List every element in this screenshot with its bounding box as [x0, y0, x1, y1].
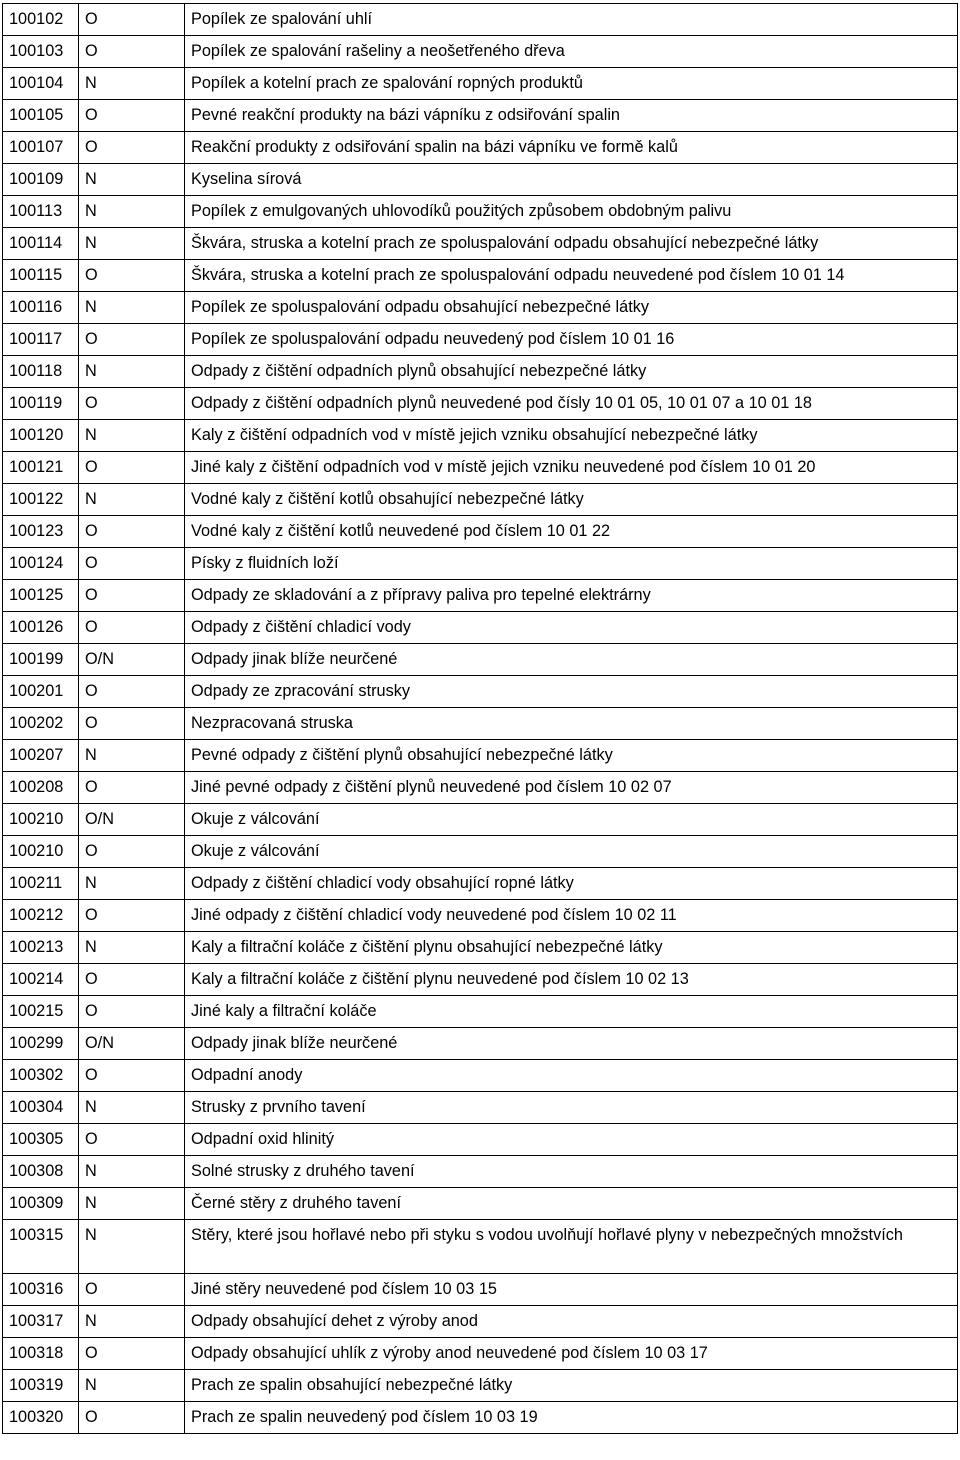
waste-description-cell: Odpadní oxid hlinitý — [185, 1124, 958, 1156]
waste-category-cell: O — [79, 4, 185, 36]
waste-code-cell: 100123 — [3, 516, 79, 548]
waste-description-cell: Jiné kaly z čištění odpadních vod v místě jejich vzniku neuvedené pod číslem 10 01 20 — [185, 452, 958, 484]
waste-description-cell: Strusky z prvního tavení — [185, 1092, 958, 1124]
waste-description-cell: Vodné kaly z čištění kotlů obsahující nebezpečné látky — [185, 484, 958, 516]
waste-category-cell: O — [79, 516, 185, 548]
waste-code-cell: 100214 — [3, 964, 79, 996]
waste-description-cell: Škvára, struska a kotelní prach ze spoluspalování odpadu obsahující nebezpečné látky — [185, 228, 958, 260]
table-row — [3, 452, 958, 484]
waste-description-cell: Okuje z válcování — [185, 836, 958, 868]
waste-description-cell: Jiné odpady z čištění chladicí vody neuvedené pod číslem 10 02 11 — [185, 900, 958, 932]
waste-code-cell: 100207 — [3, 740, 79, 772]
table-row — [3, 996, 958, 1028]
waste-category-cell: O — [79, 772, 185, 804]
waste-category-cell: N — [79, 868, 185, 900]
waste-description-cell: Odpady obsahující uhlík z výroby anod neuvedené pod číslem 10 03 17 — [185, 1338, 958, 1370]
table-row — [3, 324, 958, 356]
waste-code-cell: 100115 — [3, 260, 79, 292]
waste-code-cell: 100107 — [3, 132, 79, 164]
waste-category-cell: N — [79, 420, 185, 452]
table-row — [3, 1188, 958, 1220]
waste-code-cell: 100124 — [3, 548, 79, 580]
waste-category-cell: N — [79, 1370, 185, 1402]
waste-description-cell: Odpady z čištění odpadních plynů obsahující nebezpečné látky — [185, 356, 958, 388]
waste-code-cell: 100122 — [3, 484, 79, 516]
waste-category-cell: N — [79, 356, 185, 388]
table-row — [3, 772, 958, 804]
table-row — [3, 676, 958, 708]
waste-category-cell: O — [79, 1274, 185, 1306]
waste-code-cell: 100210 — [3, 804, 79, 836]
waste-description-cell: Popílek a kotelní prach ze spalování ropných produktů — [185, 68, 958, 100]
waste-table-body — [3, 4, 958, 1434]
waste-code-cell: 100320 — [3, 1402, 79, 1434]
waste-category-cell: O — [79, 1338, 185, 1370]
waste-code-cell: 100126 — [3, 612, 79, 644]
waste-category-cell: O — [79, 324, 185, 356]
waste-code-cell: 100318 — [3, 1338, 79, 1370]
waste-description-cell: Odpady z čištění chladicí vody — [185, 612, 958, 644]
waste-category-cell: O — [79, 1402, 185, 1434]
table-row — [3, 804, 958, 836]
table-row — [3, 868, 958, 900]
waste-category-cell: O/N — [79, 644, 185, 676]
table-row — [3, 228, 958, 260]
waste-category-cell: O — [79, 708, 185, 740]
table-row — [3, 580, 958, 612]
table-row — [3, 484, 958, 516]
table-row — [3, 196, 958, 228]
waste-description-cell: Jiné stěry neuvedené pod číslem 10 03 15 — [185, 1274, 958, 1306]
table-row — [3, 1156, 958, 1188]
waste-category-cell: O — [79, 1060, 185, 1092]
waste-code-cell: 100103 — [3, 36, 79, 68]
waste-code-cell: 100113 — [3, 196, 79, 228]
waste-category-cell: O — [79, 964, 185, 996]
waste-category-cell: N — [79, 1306, 185, 1338]
table-row — [3, 548, 958, 580]
waste-description-cell: Popílek ze spalování rašeliny a neošetřeného dřeva — [185, 36, 958, 68]
waste-description-cell: Odpady jinak blíže neurčené — [185, 644, 958, 676]
waste-description-cell: Kyselina sírová — [185, 164, 958, 196]
table-row — [3, 132, 958, 164]
waste-description-cell: Prach ze spalin obsahující nebezpečné látky — [185, 1370, 958, 1402]
waste-code-cell: 100117 — [3, 324, 79, 356]
waste-code-cell: 100114 — [3, 228, 79, 260]
waste-code-cell: 100304 — [3, 1092, 79, 1124]
table-row — [3, 1402, 958, 1434]
waste-description-cell: Odpady ze zpracování strusky — [185, 676, 958, 708]
waste-category-cell: N — [79, 228, 185, 260]
waste-description-cell: Popílek z emulgovaných uhlovodíků použitých způsobem obdobným palivu — [185, 196, 958, 228]
waste-description-cell: Kaly a filtrační koláče z čištění plynu obsahující nebezpečné látky — [185, 932, 958, 964]
waste-description-cell: Reakční produkty z odsiřování spalin na bázi vápníku ve formě kalů — [185, 132, 958, 164]
waste-category-cell: N — [79, 740, 185, 772]
waste-catalogue-table — [2, 3, 958, 1434]
waste-category-cell: O — [79, 1124, 185, 1156]
waste-category-cell: O — [79, 260, 185, 292]
waste-description-cell: Odpady ze skladování a z přípravy paliva pro tepelné elektrárny — [185, 580, 958, 612]
waste-description-cell: Pevné reakční produkty na bázi vápníku z odsiřování spalin — [185, 100, 958, 132]
waste-description-cell: Pevné odpady z čištění plynů obsahující nebezpečné látky — [185, 740, 958, 772]
table-row — [3, 4, 958, 36]
waste-category-cell: O — [79, 548, 185, 580]
waste-category-cell: N — [79, 1092, 185, 1124]
waste-category-cell: N — [79, 68, 185, 100]
waste-category-cell: N — [79, 932, 185, 964]
waste-category-cell: O — [79, 836, 185, 868]
waste-description-cell: Jiné kaly a filtrační koláče — [185, 996, 958, 1028]
waste-category-cell: N — [79, 164, 185, 196]
waste-code-cell: 100121 — [3, 452, 79, 484]
table-row — [3, 1060, 958, 1092]
waste-code-cell: 100305 — [3, 1124, 79, 1156]
waste-description-cell: Kaly z čištění odpadních vod v místě jejich vzniku obsahující nebezpečné látky — [185, 420, 958, 452]
waste-category-cell: O — [79, 36, 185, 68]
waste-description-cell: Kaly a filtrační koláče z čištění plynu neuvedené pod číslem 10 02 13 — [185, 964, 958, 996]
waste-code-cell: 100309 — [3, 1188, 79, 1220]
waste-code-cell: 100317 — [3, 1306, 79, 1338]
waste-category-cell: N — [79, 484, 185, 516]
waste-category-cell: O — [79, 580, 185, 612]
table-row — [3, 36, 958, 68]
table-row — [3, 1092, 958, 1124]
waste-description-cell: Odpady z čištění chladicí vody obsahující ropné látky — [185, 868, 958, 900]
waste-description-cell: Nezpracovaná struska — [185, 708, 958, 740]
waste-description-cell: Vodné kaly z čištění kotlů neuvedené pod číslem 10 01 22 — [185, 516, 958, 548]
waste-code-cell: 100105 — [3, 100, 79, 132]
waste-category-cell: O — [79, 452, 185, 484]
waste-code-cell: 100319 — [3, 1370, 79, 1402]
waste-code-cell: 100118 — [3, 356, 79, 388]
table-row — [3, 708, 958, 740]
waste-description-cell: Prach ze spalin neuvedený pod číslem 10 03 19 — [185, 1402, 958, 1434]
table-row — [3, 612, 958, 644]
waste-description-cell: Odpadní anody — [185, 1060, 958, 1092]
table-row — [3, 292, 958, 324]
waste-code-cell: 100213 — [3, 932, 79, 964]
waste-description-cell: Popílek ze spoluspalování odpadu obsahující nebezpečné látky — [185, 292, 958, 324]
table-row — [3, 1124, 958, 1156]
waste-category-cell: O — [79, 100, 185, 132]
waste-category-cell: O — [79, 132, 185, 164]
waste-code-cell: 100116 — [3, 292, 79, 324]
waste-category-cell: N — [79, 292, 185, 324]
waste-code-cell: 100102 — [3, 4, 79, 36]
waste-category-cell: N — [79, 1188, 185, 1220]
waste-category-cell: O — [79, 676, 185, 708]
waste-category-cell: O/N — [79, 804, 185, 836]
table-row — [3, 900, 958, 932]
waste-code-cell: 100202 — [3, 708, 79, 740]
waste-code-cell: 100125 — [3, 580, 79, 612]
waste-description-cell: Popílek ze spalování uhlí — [185, 4, 958, 36]
waste-code-cell: 100109 — [3, 164, 79, 196]
waste-category-cell: O — [79, 900, 185, 932]
waste-category-cell: N — [79, 196, 185, 228]
waste-code-cell: 100208 — [3, 772, 79, 804]
table-row — [3, 964, 958, 996]
waste-category-cell: O — [79, 612, 185, 644]
waste-code-cell: 100302 — [3, 1060, 79, 1092]
waste-code-cell: 100201 — [3, 676, 79, 708]
waste-code-cell: 100104 — [3, 68, 79, 100]
table-row — [3, 1338, 958, 1370]
waste-code-cell: 100120 — [3, 420, 79, 452]
waste-code-cell: 100315 — [3, 1220, 79, 1274]
table-row — [3, 1220, 958, 1274]
waste-code-cell: 100308 — [3, 1156, 79, 1188]
table-row — [3, 1274, 958, 1306]
table-row — [3, 164, 958, 196]
waste-category-cell: O/N — [79, 1028, 185, 1060]
waste-category-cell: N — [79, 1220, 185, 1274]
waste-code-cell: 100215 — [3, 996, 79, 1028]
waste-description-cell: Stěry, které jsou hořlavé nebo při styku s vodou uvolňují hořlavé plyny v nebezpečných množstvích — [185, 1220, 958, 1274]
table-row — [3, 68, 958, 100]
waste-code-cell: 100199 — [3, 644, 79, 676]
table-row — [3, 1370, 958, 1402]
waste-category-cell: O — [79, 996, 185, 1028]
waste-description-cell: Černé stěry z druhého tavení — [185, 1188, 958, 1220]
table-row — [3, 100, 958, 132]
table-row — [3, 740, 958, 772]
waste-code-cell: 100119 — [3, 388, 79, 420]
waste-description-cell: Jiné pevné odpady z čištění plynů neuvedené pod číslem 10 02 07 — [185, 772, 958, 804]
waste-code-cell: 100212 — [3, 900, 79, 932]
waste-code-cell: 100316 — [3, 1274, 79, 1306]
waste-code-cell: 100210 — [3, 836, 79, 868]
waste-description-cell: Okuje z válcování — [185, 804, 958, 836]
waste-description-cell: Odpady jinak blíže neurčené — [185, 1028, 958, 1060]
waste-description-cell: Solné strusky z druhého tavení — [185, 1156, 958, 1188]
waste-description-cell: Škvára, struska a kotelní prach ze spoluspalování odpadu neuvedené pod číslem 10 01 14 — [185, 260, 958, 292]
waste-code-cell: 100211 — [3, 868, 79, 900]
waste-code-cell: 100299 — [3, 1028, 79, 1060]
waste-category-cell: O — [79, 388, 185, 420]
waste-description-cell: Odpady obsahující dehet z výroby anod — [185, 1306, 958, 1338]
table-row — [3, 836, 958, 868]
table-row — [3, 1306, 958, 1338]
table-row — [3, 260, 958, 292]
waste-description-cell: Písky z fluidních loží — [185, 548, 958, 580]
table-row — [3, 1028, 958, 1060]
waste-description-cell: Odpady z čištění odpadních plynů neuvedené pod čísly 10 01 05, 10 01 07 a 10 01 18 — [185, 388, 958, 420]
table-row — [3, 388, 958, 420]
waste-category-cell: N — [79, 1156, 185, 1188]
table-row — [3, 420, 958, 452]
table-row — [3, 516, 958, 548]
table-row — [3, 356, 958, 388]
table-row — [3, 932, 958, 964]
waste-description-cell: Popílek ze spoluspalování odpadu neuvedený pod číslem 10 01 16 — [185, 324, 958, 356]
table-row — [3, 644, 958, 676]
